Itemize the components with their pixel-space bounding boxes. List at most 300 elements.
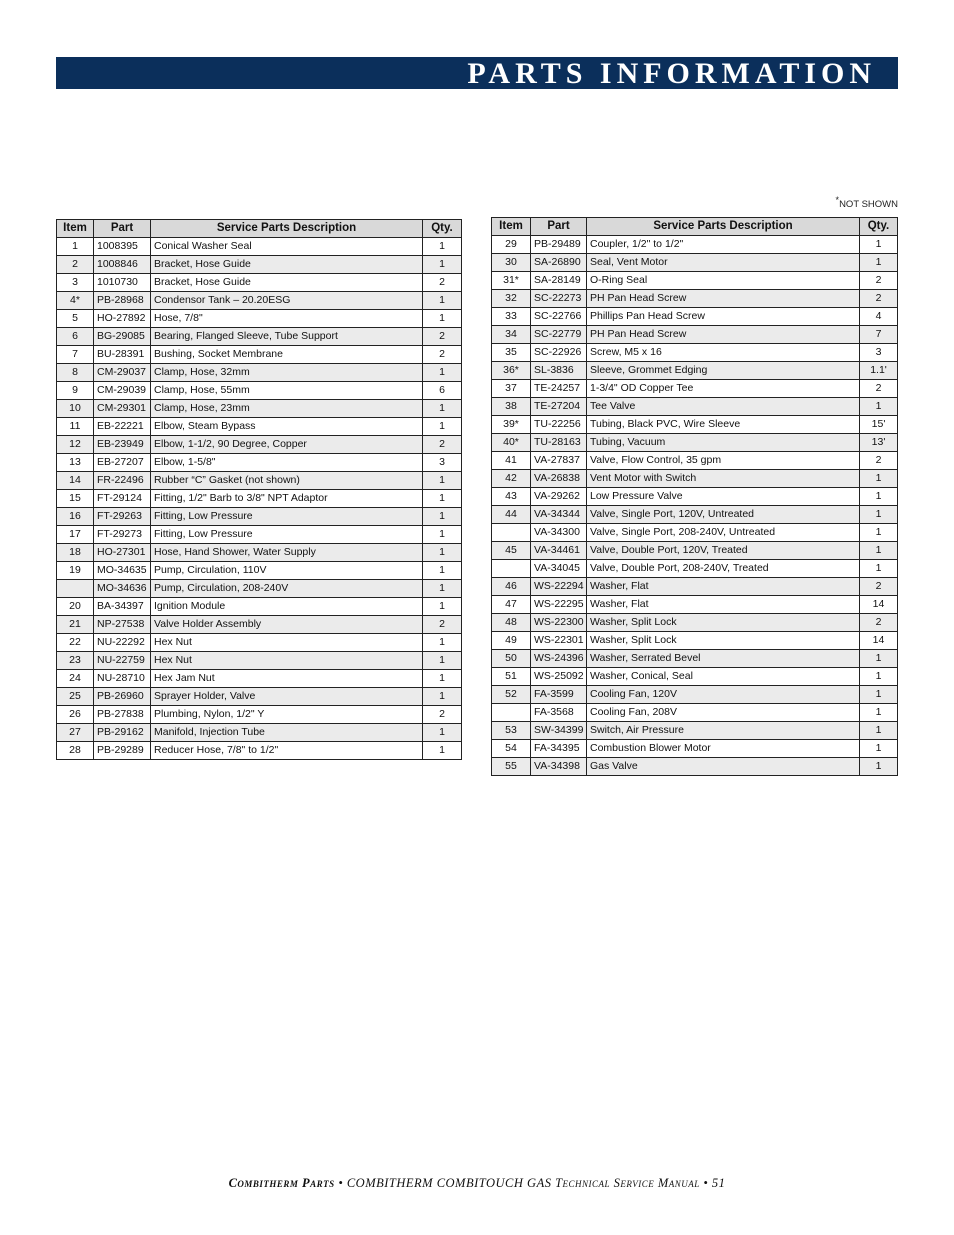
part-description: O-Ring Seal <box>587 272 860 290</box>
quantity: 4 <box>860 308 898 326</box>
part-description: Fitting, Low Pressure <box>151 526 423 544</box>
table-row <box>492 488 898 506</box>
table-row <box>492 560 898 578</box>
table-row <box>492 758 898 776</box>
part-number: WS-22294 <box>531 578 587 596</box>
table-row <box>57 238 462 256</box>
table-row <box>492 272 898 290</box>
quantity: 2 <box>860 380 898 398</box>
part-number: 1008395 <box>94 238 151 256</box>
item-number: 26 <box>57 706 94 724</box>
part-number: NU-28710 <box>94 670 151 688</box>
header-bar <box>56 57 898 89</box>
part-number: NU-22292 <box>94 634 151 652</box>
part-description: Bearing, Flanged Sleeve, Tube Support <box>151 328 423 346</box>
part-number: WS-22300 <box>531 614 587 632</box>
footer-section: Combitherm Parts <box>228 1176 335 1190</box>
quantity: 2 <box>860 452 898 470</box>
table-row <box>57 580 462 598</box>
table-row <box>492 470 898 488</box>
part-description: Valve, Flow Control, 35 gpm <box>587 452 860 470</box>
table-row <box>57 256 462 274</box>
part-description: Vent Motor with Switch <box>587 470 860 488</box>
part-description: Clamp, Hose, 55mm <box>151 382 423 400</box>
quantity: 2 <box>423 274 462 292</box>
column-header-description: Service Parts Description <box>587 218 860 236</box>
part-description: Bushing, Socket Membrane <box>151 346 423 364</box>
part-number: SA-26890 <box>531 254 587 272</box>
quantity: 1 <box>423 688 462 706</box>
item-number: 43 <box>492 488 531 506</box>
table-row <box>57 688 462 706</box>
part-number: SL-3836 <box>531 362 587 380</box>
table-row <box>492 416 898 434</box>
part-number: MO-34635 <box>94 562 151 580</box>
table-row <box>492 398 898 416</box>
quantity: 1 <box>423 472 462 490</box>
table-row <box>57 724 462 742</box>
item-number: 32 <box>492 290 531 308</box>
item-number: 20 <box>57 598 94 616</box>
item-number: 31* <box>492 272 531 290</box>
item-number: 38 <box>492 398 531 416</box>
table-row <box>492 236 898 254</box>
part-number: CM-29037 <box>94 364 151 382</box>
item-number: 48 <box>492 614 531 632</box>
part-description: Fitting, 1/2" Barb to 3/8" NPT Adaptor <box>151 490 423 508</box>
item-number: 15 <box>57 490 94 508</box>
not-shown-label: NOT SHOWN <box>839 199 898 211</box>
part-description: Switch, Air Pressure <box>587 722 860 740</box>
quantity: 13' <box>860 434 898 452</box>
quantity: 1 <box>423 400 462 418</box>
part-description: Rubber “C” Gasket (not shown) <box>151 472 423 490</box>
part-description: Washer, Conical, Seal <box>587 668 860 686</box>
part-description: Screw, M5 x 16 <box>587 344 860 362</box>
item-number: 39* <box>492 416 531 434</box>
item-number: 1 <box>57 238 94 256</box>
column-header-item: Item <box>57 220 94 238</box>
part-number: TU-28163 <box>531 434 587 452</box>
item-number: 23 <box>57 652 94 670</box>
item-number: 45 <box>492 542 531 560</box>
quantity: 1 <box>423 598 462 616</box>
quantity: 2 <box>423 328 462 346</box>
footer-product: COMBITHERM COMBITOUCH GAS <box>346 1176 552 1190</box>
table-row <box>492 740 898 758</box>
part-description: Low Pressure Valve <box>587 488 860 506</box>
table-row <box>492 686 898 704</box>
item-number: 3 <box>57 274 94 292</box>
part-description: Valve, Double Port, 120V, Treated <box>587 542 860 560</box>
part-description: Valve, Double Port, 208-240V, Treated <box>587 560 860 578</box>
part-description: PH Pan Head Screw <box>587 326 860 344</box>
part-number: PB-26960 <box>94 688 151 706</box>
part-number: PB-29162 <box>94 724 151 742</box>
item-number: 7 <box>57 346 94 364</box>
table-row <box>492 308 898 326</box>
part-description: Plumbing, Nylon, 1/2" Y <box>151 706 423 724</box>
quantity: 1 <box>860 488 898 506</box>
table-row <box>57 562 462 580</box>
quantity: 14 <box>860 632 898 650</box>
quantity: 1 <box>860 506 898 524</box>
part-description: Hex Jam Nut <box>151 670 423 688</box>
part-description: Tubing, Black PVC, Wire Sleeve <box>587 416 860 434</box>
quantity: 1.1' <box>860 362 898 380</box>
part-description: Sleeve, Grommet Edging <box>587 362 860 380</box>
part-number: TU-22256 <box>531 416 587 434</box>
quantity: 1 <box>860 686 898 704</box>
part-number: CM-29039 <box>94 382 151 400</box>
column-header-qty: Qty. <box>423 220 462 238</box>
part-description: Manifold, Injection Tube <box>151 724 423 742</box>
item-number: 12 <box>57 436 94 454</box>
quantity: 1 <box>423 238 462 256</box>
item-number: 36* <box>492 362 531 380</box>
table-row <box>57 292 462 310</box>
quantity: 1 <box>423 364 462 382</box>
item-number: 50 <box>492 650 531 668</box>
item-number: 11 <box>57 418 94 436</box>
part-number: TE-24257 <box>531 380 587 398</box>
item-number: 49 <box>492 632 531 650</box>
item-number: 27 <box>57 724 94 742</box>
part-number: HO-27892 <box>94 310 151 328</box>
table-row <box>57 490 462 508</box>
quantity: 14 <box>860 596 898 614</box>
column-header-item: Item <box>492 218 531 236</box>
part-number: BA-34397 <box>94 598 151 616</box>
quantity: 1 <box>423 544 462 562</box>
table-row <box>57 634 462 652</box>
part-description: Bracket, Hose Guide <box>151 256 423 274</box>
table-row <box>492 290 898 308</box>
item-number: 2 <box>57 256 94 274</box>
table-row <box>57 328 462 346</box>
quantity: 1 <box>860 398 898 416</box>
part-number: PB-29489 <box>531 236 587 254</box>
part-number: FT-29273 <box>94 526 151 544</box>
item-number: 29 <box>492 236 531 254</box>
item-number <box>492 524 531 542</box>
column-header-qty: Qty. <box>860 218 898 236</box>
table-row <box>57 670 462 688</box>
item-number: 47 <box>492 596 531 614</box>
part-number: WS-24396 <box>531 650 587 668</box>
table-row <box>57 454 462 472</box>
item-number: 19 <box>57 562 94 580</box>
column-header-description: Service Parts Description <box>151 220 423 238</box>
quantity: 2 <box>423 706 462 724</box>
item-number: 34 <box>492 326 531 344</box>
item-number: 42 <box>492 470 531 488</box>
item-number: 9 <box>57 382 94 400</box>
part-description: Valve, Single Port, 208-240V, Untreated <box>587 524 860 542</box>
quantity: 1 <box>860 650 898 668</box>
part-description: Washer, Serrated Bevel <box>587 650 860 668</box>
item-number: 21 <box>57 616 94 634</box>
part-number: FT-29124 <box>94 490 151 508</box>
quantity: 1 <box>860 668 898 686</box>
item-number: 33 <box>492 308 531 326</box>
quantity: 1 <box>423 670 462 688</box>
part-number: PB-27838 <box>94 706 151 724</box>
parts-table-right <box>491 217 898 776</box>
item-number: 46 <box>492 578 531 596</box>
table-row <box>57 616 462 634</box>
asterisk-symbol: * <box>835 195 840 205</box>
table-row <box>492 524 898 542</box>
part-description: Washer, Split Lock <box>587 614 860 632</box>
quantity: 2 <box>423 436 462 454</box>
table-row <box>57 310 462 328</box>
item-number: 24 <box>57 670 94 688</box>
table-row <box>57 742 462 760</box>
quantity: 1 <box>423 580 462 598</box>
part-number: 1008846 <box>94 256 151 274</box>
table-row <box>57 652 462 670</box>
part-number: EB-27207 <box>94 454 151 472</box>
table-row <box>492 722 898 740</box>
part-description: Washer, Flat <box>587 578 860 596</box>
part-description: Reducer Hose, 7/8" to 1/2" <box>151 742 423 760</box>
part-number: FA-34395 <box>531 740 587 758</box>
table-header-row <box>492 218 898 236</box>
footer-separator: • <box>338 1176 344 1190</box>
item-number: 28 <box>57 742 94 760</box>
part-number: FA-3568 <box>531 704 587 722</box>
quantity: 6 <box>423 382 462 400</box>
table-row <box>492 380 898 398</box>
table-row <box>57 418 462 436</box>
item-number: 53 <box>492 722 531 740</box>
part-number: PB-28968 <box>94 292 151 310</box>
quantity: 2 <box>423 616 462 634</box>
part-description: Tubing, Vacuum <box>587 434 860 452</box>
table-row <box>57 274 462 292</box>
footer-manual: Technical Service Manual <box>555 1176 700 1190</box>
part-number: MO-34636 <box>94 580 151 598</box>
part-number: EB-23949 <box>94 436 151 454</box>
table-row <box>492 434 898 452</box>
item-number: 6 <box>57 328 94 346</box>
part-number: VA-34344 <box>531 506 587 524</box>
item-number: 54 <box>492 740 531 758</box>
part-number: TE-27204 <box>531 398 587 416</box>
part-number: NU-22759 <box>94 652 151 670</box>
item-number: 14 <box>57 472 94 490</box>
item-number: 22 <box>57 634 94 652</box>
parts-table-left <box>56 219 462 760</box>
table-row <box>57 400 462 418</box>
item-number: 18 <box>57 544 94 562</box>
part-description: Combustion Blower Motor <box>587 740 860 758</box>
quantity: 1 <box>423 634 462 652</box>
table-row <box>57 364 462 382</box>
quantity: 1 <box>423 256 462 274</box>
item-number: 41 <box>492 452 531 470</box>
part-number: SA-28149 <box>531 272 587 290</box>
quantity: 1 <box>860 254 898 272</box>
table-row <box>492 362 898 380</box>
quantity: 1 <box>423 310 462 328</box>
table-row <box>57 526 462 544</box>
page-footer <box>0 1176 954 1191</box>
quantity: 1 <box>860 758 898 776</box>
quantity: 1 <box>423 742 462 760</box>
part-number: VA-27837 <box>531 452 587 470</box>
quantity: 2 <box>860 578 898 596</box>
part-number: HO-27301 <box>94 544 151 562</box>
part-number: VA-34045 <box>531 560 587 578</box>
item-number: 44 <box>492 506 531 524</box>
part-description: Seal, Vent Motor <box>587 254 860 272</box>
part-number: VA-34300 <box>531 524 587 542</box>
part-number: CM-29301 <box>94 400 151 418</box>
item-number: 16 <box>57 508 94 526</box>
item-number: 40* <box>492 434 531 452</box>
quantity: 1 <box>423 292 462 310</box>
part-number: VA-29262 <box>531 488 587 506</box>
part-description: Hose, 7/8" <box>151 310 423 328</box>
part-description: Tee Valve <box>587 398 860 416</box>
table-row <box>57 508 462 526</box>
quantity: 1 <box>860 470 898 488</box>
quantity: 1 <box>860 524 898 542</box>
quantity: 1 <box>423 724 462 742</box>
part-description: Cooling Fan, 208V <box>587 704 860 722</box>
table-row <box>492 506 898 524</box>
part-description: Valve, Single Port, 120V, Untreated <box>587 506 860 524</box>
quantity: 1 <box>860 236 898 254</box>
table-header-row <box>57 220 462 238</box>
part-number: BU-28391 <box>94 346 151 364</box>
table-row <box>57 436 462 454</box>
not-shown-note <box>836 195 898 210</box>
part-description: Washer, Split Lock <box>587 632 860 650</box>
part-number: VA-34398 <box>531 758 587 776</box>
item-number: 13 <box>57 454 94 472</box>
quantity: 3 <box>860 344 898 362</box>
column-header-part: Part <box>531 218 587 236</box>
quantity: 1 <box>860 740 898 758</box>
table-row <box>57 382 462 400</box>
part-number: FR-22496 <box>94 472 151 490</box>
quantity: 2 <box>423 346 462 364</box>
table-row <box>492 344 898 362</box>
table-row <box>492 596 898 614</box>
quantity: 7 <box>860 326 898 344</box>
quantity: 1 <box>860 704 898 722</box>
item-number: 5 <box>57 310 94 328</box>
item-number: 8 <box>57 364 94 382</box>
part-number: SC-22273 <box>531 290 587 308</box>
item-number <box>492 704 531 722</box>
item-number: 10 <box>57 400 94 418</box>
part-description: Cooling Fan, 120V <box>587 686 860 704</box>
item-number: 35 <box>492 344 531 362</box>
table-row <box>492 452 898 470</box>
part-number: WS-22301 <box>531 632 587 650</box>
table-row <box>57 472 462 490</box>
table-row <box>492 326 898 344</box>
part-description: Elbow, 1-5/8" <box>151 454 423 472</box>
column-header-part: Part <box>94 220 151 238</box>
item-number: 55 <box>492 758 531 776</box>
item-number: 25 <box>57 688 94 706</box>
quantity: 3 <box>423 454 462 472</box>
part-description: PH Pan Head Screw <box>587 290 860 308</box>
part-number: WS-25092 <box>531 668 587 686</box>
part-number: 1010730 <box>94 274 151 292</box>
table-row <box>57 544 462 562</box>
part-description: Hose, Hand Shower, Water Supply <box>151 544 423 562</box>
table-row <box>57 706 462 724</box>
part-description: Ignition Module <box>151 598 423 616</box>
part-description: Conical Washer Seal <box>151 238 423 256</box>
quantity: 1 <box>423 490 462 508</box>
part-number: PB-29289 <box>94 742 151 760</box>
quantity: 2 <box>860 290 898 308</box>
quantity: 1 <box>423 562 462 580</box>
part-description: Pump, Circulation, 208-240V <box>151 580 423 598</box>
part-description: Washer, Flat <box>587 596 860 614</box>
quantity: 1 <box>423 526 462 544</box>
part-number: SC-22766 <box>531 308 587 326</box>
quantity: 15' <box>860 416 898 434</box>
quantity: 2 <box>860 614 898 632</box>
part-description: Coupler, 1/2" to 1/2" <box>587 236 860 254</box>
part-description: Pump, Circulation, 110V <box>151 562 423 580</box>
part-number: EB-22221 <box>94 418 151 436</box>
part-number: NP-27538 <box>94 616 151 634</box>
part-number: FA-3599 <box>531 686 587 704</box>
part-number: VA-34461 <box>531 542 587 560</box>
quantity: 1 <box>423 652 462 670</box>
part-description: Sprayer Holder, Valve <box>151 688 423 706</box>
table-row <box>492 542 898 560</box>
table-row <box>492 632 898 650</box>
table-row <box>492 614 898 632</box>
quantity: 1 <box>860 560 898 578</box>
item-number <box>492 560 531 578</box>
part-description: Gas Valve <box>587 758 860 776</box>
part-description: Valve Holder Assembly <box>151 616 423 634</box>
item-number: 51 <box>492 668 531 686</box>
part-description: Bracket, Hose Guide <box>151 274 423 292</box>
quantity: 1 <box>423 508 462 526</box>
table-row <box>492 254 898 272</box>
part-description: Hex Nut <box>151 634 423 652</box>
table-row <box>492 578 898 596</box>
part-number: WS-22295 <box>531 596 587 614</box>
footer-separator: • <box>703 1176 709 1190</box>
table-row <box>57 346 462 364</box>
part-number: FT-29263 <box>94 508 151 526</box>
quantity: 2 <box>860 272 898 290</box>
part-description: Clamp, Hose, 32mm <box>151 364 423 382</box>
item-number: 30 <box>492 254 531 272</box>
part-number: SC-22779 <box>531 326 587 344</box>
part-description: Clamp, Hose, 23mm <box>151 400 423 418</box>
part-description: 1-3/4" OD Copper Tee <box>587 380 860 398</box>
part-number: VA-26838 <box>531 470 587 488</box>
quantity: 1 <box>860 722 898 740</box>
item-number: 17 <box>57 526 94 544</box>
quantity: 1 <box>860 542 898 560</box>
item-number: 37 <box>492 380 531 398</box>
